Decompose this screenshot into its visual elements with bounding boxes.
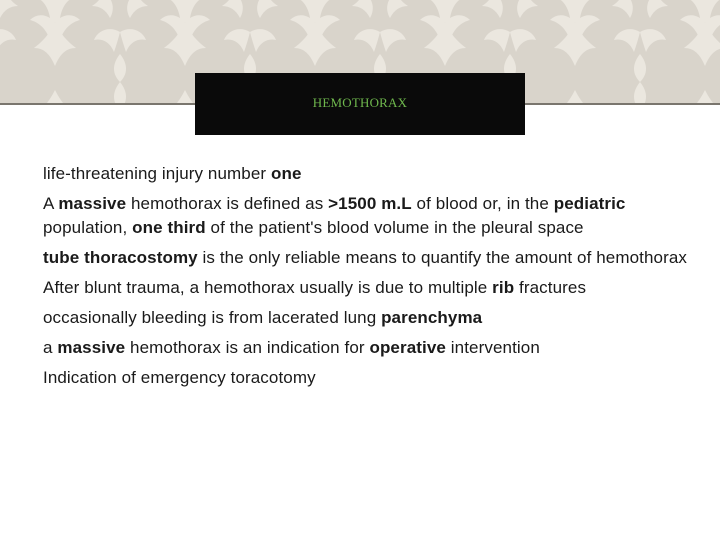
text-segment: life-threatening injury number	[43, 164, 271, 183]
text-segment: Indication of emergency toracotomy	[43, 368, 316, 387]
body-paragraph	[43, 276, 688, 300]
emphasized-text: one	[271, 164, 302, 183]
emphasized-text: massive	[58, 194, 127, 213]
emphasized-text: massive	[57, 338, 126, 357]
slide-body	[43, 162, 688, 396]
emphasized-text: one third	[132, 218, 206, 237]
text-segment: intervention	[445, 338, 540, 357]
body-paragraph	[43, 336, 688, 360]
text-segment: of blood or, in the	[411, 194, 554, 213]
text-segment: hemothorax is an indication for	[125, 338, 370, 357]
text-segment: of the patient's blood volume in the pleural space	[205, 218, 584, 237]
text-segment: After blunt trauma, a hemothorax usually is due to multiple	[43, 278, 493, 297]
text-segment: A	[43, 194, 59, 213]
body-paragraph	[43, 192, 688, 240]
emphasized-text: operative	[369, 338, 446, 357]
emphasized-text: pediatric	[553, 194, 626, 213]
body-paragraph	[43, 366, 688, 390]
body-paragraph	[43, 246, 688, 270]
emphasized-text: >1500 m.L	[328, 194, 412, 213]
text-segment: is the only reliable means to quantify the amount of hemothorax	[197, 248, 688, 267]
slide-title: HEMOTHORAX	[312, 95, 408, 110]
body-paragraph	[43, 162, 688, 186]
emphasized-text: tube thoracostomy	[43, 248, 198, 267]
emphasized-text: rib	[492, 278, 515, 297]
text-segment: occasionally bleeding is from lacerated lung	[43, 308, 382, 327]
text-segment: a	[43, 338, 58, 357]
title-box	[195, 73, 525, 135]
text-segment: fractures	[514, 278, 587, 297]
emphasized-text: parenchyma	[381, 308, 483, 327]
body-paragraph	[43, 306, 688, 330]
text-segment: population,	[43, 218, 133, 237]
text-segment: hemothorax is defined as	[126, 194, 329, 213]
